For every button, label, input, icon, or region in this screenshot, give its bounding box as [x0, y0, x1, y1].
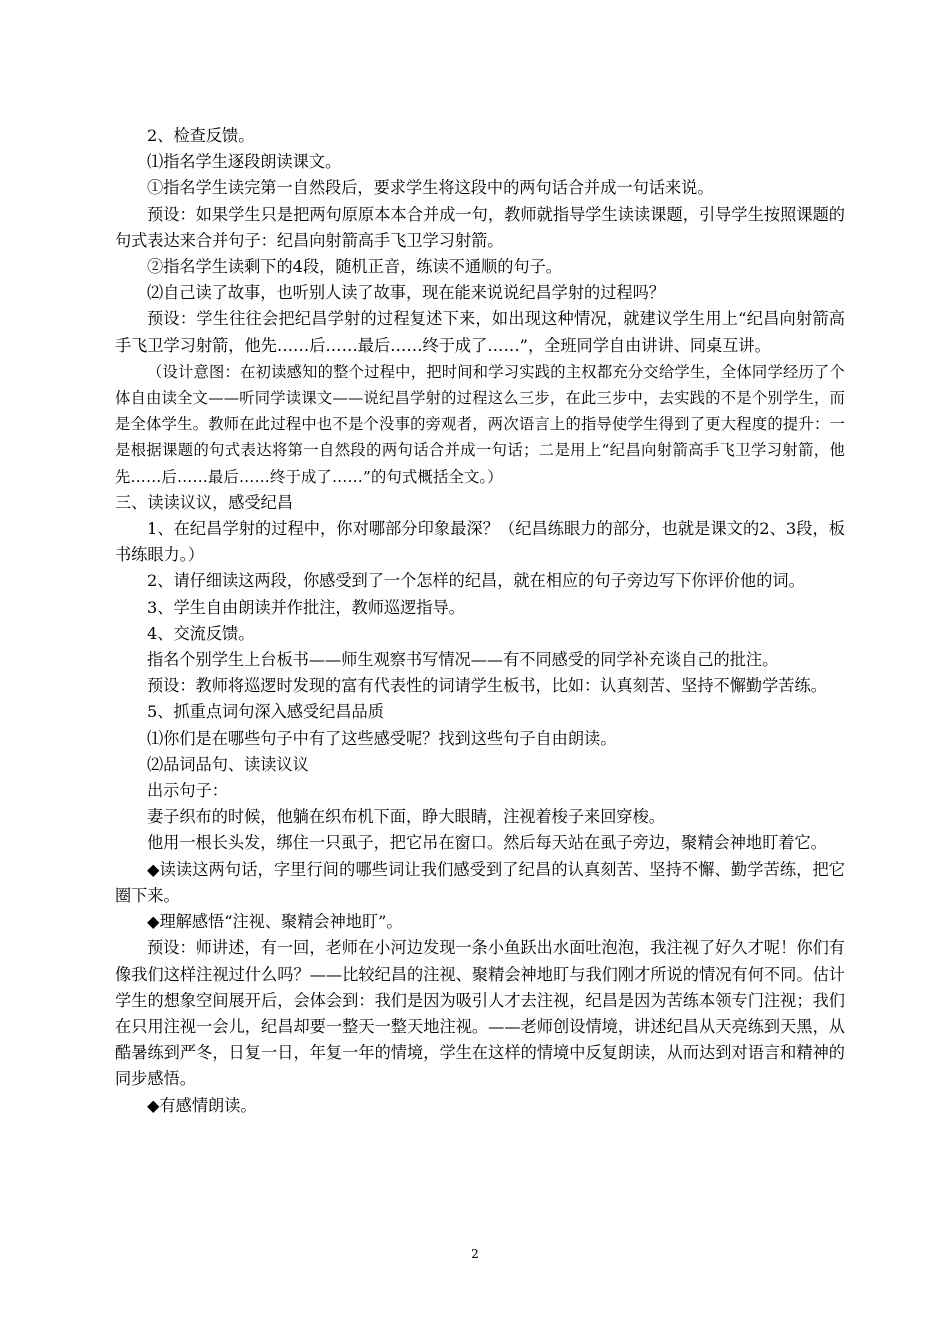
- paragraph: ⑵品词品句、读读议议: [147, 754, 309, 774]
- paragraph: 指名个别学生上台板书——师生观察书写情况——有不同感受的同学补充谈自己的批注。: [147, 650, 779, 670]
- paragraph: ①指名学生读完第一自然段后，要求学生将这段中的两句话合并成一句话来说。: [147, 178, 714, 198]
- paragraph: 3、学生自由朗读并作批注，教师巡逻指导。: [147, 597, 465, 617]
- paragraph: ⑴你们是在哪些句子中有了这些感受呢？找到这些句子自由朗读。: [147, 728, 617, 748]
- paragraph: 4、交流反馈。: [147, 623, 255, 643]
- paragraph: 预设：如果学生只是把两句原原本本合并成一句，教师就指导学生读读课题，引导学生按照课题的句式表达来合并句子：纪昌向射箭高手飞卫学习射箭。: [115, 204, 845, 250]
- page-number: 2: [471, 1247, 479, 1261]
- paragraph: ②指名学生读剩下的4段，随机正音，练读不通顺的句子。: [147, 257, 562, 277]
- paragraph: 1、在纪昌学射的过程中，你对哪部分印象最深？（纪昌练眼力的部分，也就是课文的2、3段，板书练眼力。）: [115, 519, 845, 565]
- paragraph: 预设：学生往往会把纪昌学射的过程复述下来，如出现这种情况，就建议学生用上“纪昌向射箭高手飞卫学习射箭，他先……后……最后……终于成了……”，全班同学自由讲讲、同桌互讲。: [115, 309, 845, 355]
- paragraph: 预设：教师将巡逻时发现的富有代表性的词请学生板书，比如：认真刻苦、坚持不懈勤学苦练。: [147, 676, 827, 696]
- paragraph: ◆有感情朗读。: [147, 1095, 257, 1115]
- paragraph: 2、请仔细读这两段，你感受到了一个怎样的纪昌，就在相应的句子旁边写下你评价他的词。: [147, 571, 805, 591]
- design-intent-paragraph: （设计意图：在初读感知的整个过程中，把时间和学习实践的主权都充分交给学生，全体同学经历了个体自由读全文——听同学读课文——说纪昌学射的过程这么三步，在此三步中，去实践的不是个别学生，而是全体学生。教师在此过程中也不是个没事的旁观者，两次语言上的指导使学生得到了更大程度的提升：一是根据课题的句式表达将第一自然段的两句话合并成一句话；二是用上“纪昌向射箭高手飞卫学习射箭，他先……后……最后……终于成了……”的句式概括全文。）: [115, 362, 845, 486]
- paragraph: 预设：师讲述，有一回，老师在小河边发现一条小鱼跃出水面吐泡泡，我注视了好久才呢！你们有像我们这样注视过什么吗？——比较纪昌的注视、聚精会神地盯与我们刚才所说的情况有何不同。估计学生的想象空间展开后，会体会到：我们是因为吸引人才去注视，纪昌是因为苦练本领专门注视；我们在只用注视一会儿，纪昌却要一整天一整天地注视。——老师创设情境，讲述纪昌从天亮练到天黑，从酷暑练到严冬，日复一日，年复一年的情境，学生在这样的情境中反复朗读，从而达到对语言和精神的同步感悟。: [115, 938, 845, 1089]
- document-body: [115, 123, 845, 1119]
- paragraph: ◆理解感悟“注视、聚精会神地盯”。: [147, 912, 403, 932]
- paragraph: ⑴指名学生逐段朗读课文。: [147, 152, 342, 172]
- paragraph: 2、检查反馈。: [147, 126, 255, 145]
- paragraph: ⑵自己读了故事，也听别人读了故事，现在能来说说纪昌学射的过程吗？: [147, 283, 665, 303]
- quoted-sentence: 妻子织布的时候，他躺在织布机下面，睁大眼睛，注视着梭子来回穿梭。: [147, 807, 665, 827]
- paragraph: ◆读读这两句话，字里行间的哪些词让我们感受到了纪昌的认真刻苦、坚持不懈、勤学苦练，把它圈下来。: [115, 859, 845, 905]
- section-heading: 三、读读议议，感受纪昌: [115, 492, 294, 512]
- paragraph: 出示句子：: [147, 781, 228, 801]
- quoted-sentence: 他用一根长头发，绑住一只虱子，把它吊在窗口。然后每天站在虱子旁边，聚精会神地盯着它。: [147, 833, 827, 853]
- paragraph: 5、抓重点词句深入感受纪昌品质: [147, 702, 384, 722]
